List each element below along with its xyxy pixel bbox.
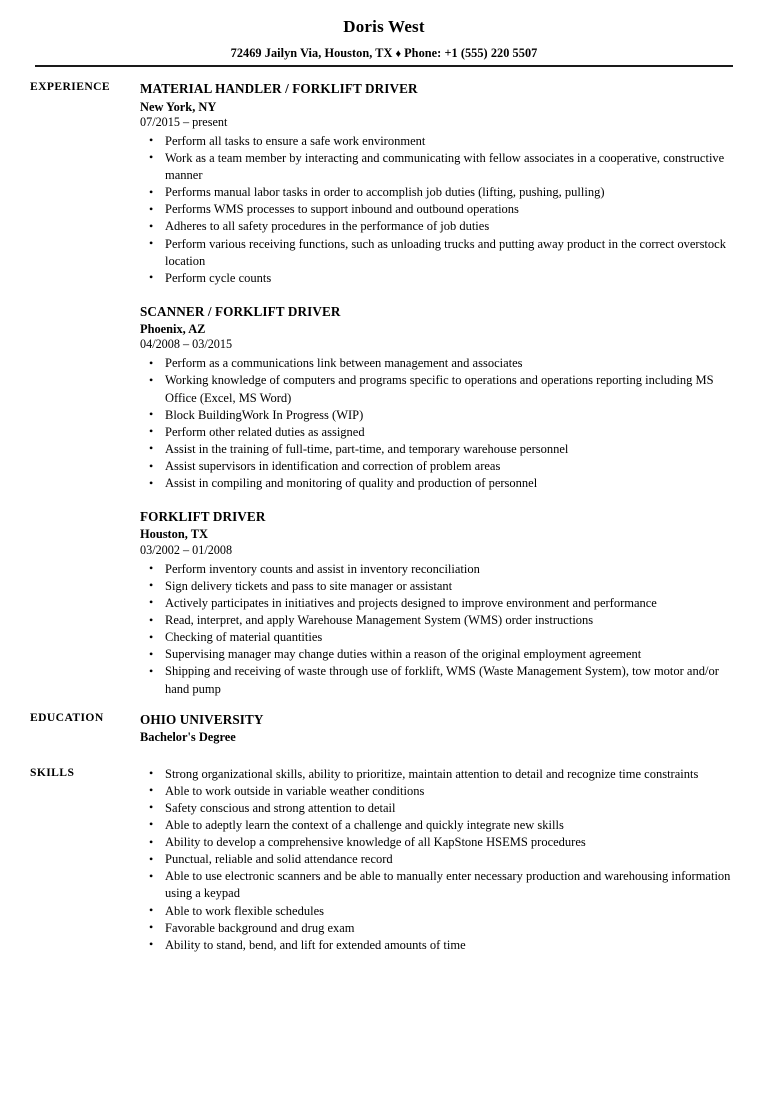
school-name: OHIO UNIVERSITY (140, 711, 264, 727)
bullet-item: • Perform various receiving functions, such as unloading trucks and putting away product in the correct overstock location (147, 236, 734, 270)
bullet-item: • Work as a team member by interacting and communicating with fellow associates in a cooperative, constructive manner (147, 150, 734, 184)
bullet-list (140, 766, 734, 954)
bullet-item: • Assist supervisors in identification and correction of problem areas (147, 458, 734, 475)
bullet-item: • Assist in compiling and monitoring of quality and production of personnel (147, 475, 734, 492)
bullet-item: • Able to use electronic scanners and be able to manually enter necessary production and warehousing information using a keypad (147, 868, 734, 902)
bullet-item: • Perform inventory counts and assist in inventory reconciliation (147, 561, 734, 578)
bullet-item: • Actively participates in initiatives and projects designed to improve environment and performance (147, 595, 734, 612)
bullet-item: • Able to work flexible schedules (147, 903, 734, 920)
bullet-item: • Performs WMS processes to support inbound and outbound operations (147, 201, 734, 218)
job-dates: 03/2002 – 01/2008 (140, 542, 233, 557)
education-section (0, 711, 768, 746)
skills-list (140, 766, 768, 954)
experience-entry (140, 303, 734, 492)
header-divider (35, 65, 733, 67)
section-label-education: EDUCATION (30, 710, 104, 724)
bullet-list (140, 561, 734, 698)
bullet-item: • Supervising manager may change duties within a reason of the original employment agreement (147, 646, 734, 663)
bullet-item: • Ability to develop a comprehensive knowledge of all KapStone HSEMS procedures (147, 834, 734, 851)
job-location: Houston, TX (140, 527, 208, 542)
job-dates: 07/2015 – present (140, 114, 228, 129)
bullet-item: • Block BuildingWork In Progress (WIP) (147, 407, 734, 424)
skills-section (0, 766, 768, 954)
bullet-item: • Sign delivery tickets and pass to site manager or assistant (147, 578, 734, 595)
phone-text: Phone: +1 (555) 220 5507 (404, 46, 538, 61)
bullet-item: • Working knowledge of computers and programs specific to operations and operations reporting including MS Office (Excel, MS Word) (147, 372, 734, 406)
bullet-item: • Perform as a communications link between management and associates (147, 355, 734, 372)
job-title: MATERIAL HANDLER / FORKLIFT DRIVER (140, 81, 418, 97)
diamond-separator-icon: ♦ (395, 48, 402, 61)
job-title: SCANNER / FORKLIFT DRIVER (140, 303, 341, 319)
bullet-item: • Safety conscious and strong attention to detail (147, 800, 734, 817)
bullet-item: • Shipping and receiving of waste through use of forklift, WMS (Waste Management System), tow motor and/or hand pump (147, 663, 734, 697)
job-title: FORKLIFT DRIVER (140, 509, 266, 525)
bullet-item: • Adheres to all safety procedures in the performance of job duties (147, 218, 734, 235)
experience-entry (140, 80, 734, 287)
job-dates: 04/2008 – 03/2015 (140, 337, 233, 352)
job-location: New York, NY (140, 99, 217, 114)
bullet-item: • Able to work outside in variable weather conditions (147, 783, 734, 800)
degree-name: Bachelor's Degree (140, 729, 236, 744)
experience-entry (140, 508, 734, 697)
bullet-item: • Performs manual labor tasks in order to accomplish job duties (lifting, pushing, pulling) (147, 184, 734, 201)
experience-list (140, 80, 768, 697)
bullet-item: • Perform cycle counts (147, 270, 734, 287)
education-entry (140, 711, 734, 746)
resume-header (0, 0, 768, 67)
section-label-experience: EXPERIENCE (30, 80, 111, 94)
bullet-list (140, 133, 734, 287)
contact-line (0, 46, 768, 61)
bullet-item: • Perform all tasks to ensure a safe work environment (147, 133, 734, 150)
section-label-skills: SKILLS (30, 765, 75, 779)
education-list (140, 711, 768, 746)
bullet-item: • Read, interpret, and apply Warehouse Management System (WMS) order instructions (147, 612, 734, 629)
bullet-item: • Punctual, reliable and solid attendance record (147, 851, 734, 868)
bullet-item: • Ability to stand, bend, and lift for extended amounts of time (147, 937, 734, 954)
bullet-list (140, 355, 734, 492)
bullet-item: • Able to adeptly learn the context of a challenge and quickly integrate new skills (147, 817, 734, 834)
bullet-item: • Assist in the training of full-time, part-time, and temporary warehouse personnel (147, 441, 734, 458)
candidate-name: Doris West (343, 17, 425, 36)
bullet-item: • Favorable background and drug exam (147, 920, 734, 937)
address-text: 72469 Jailyn Via, Houston, TX (230, 46, 393, 61)
bullet-item: • Perform other related duties as assigned (147, 424, 734, 441)
bullet-item: • Checking of material quantities (147, 629, 734, 646)
experience-section (0, 80, 768, 697)
bullet-item: • Strong organizational skills, ability to prioritize, maintain attention to detail and recognize time constraints (147, 766, 734, 783)
job-location: Phoenix, AZ (140, 322, 206, 337)
